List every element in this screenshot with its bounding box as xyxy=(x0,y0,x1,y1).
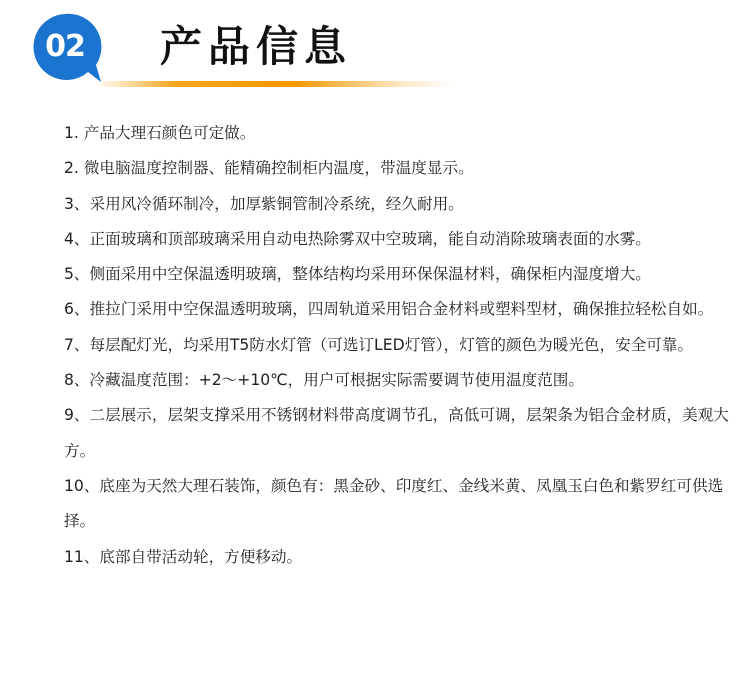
product-info-list xyxy=(64,116,748,575)
list-item: 9、二层展示，层架支撑采用不锈钢材料带高度调节孔，高低可调，层架条为铝合金材质，美观大方。 xyxy=(64,406,729,460)
page-title: 产品信息 xyxy=(160,22,353,71)
list-item: 7、每层配灯光，均采用T5防水灯管（可选订LED灯管），灯管的颜色为暖光色，安全可靠。 xyxy=(64,335,694,354)
section-number: 02 xyxy=(45,29,85,64)
list-item: 8、冷藏温度范围：+2～+10℃，用户可根据实际需要调节使用温度范围。 xyxy=(64,371,584,390)
list-item: 3、采用风冷循环制冷，加厚紫铜管制冷系统，经久耐用。 xyxy=(64,194,464,213)
list-item: 11、底部自带活动轮，方便移动。 xyxy=(64,547,303,566)
list-item: 2. 微电脑温度控制器、能精确控制柜内温度，带温度显示。 xyxy=(64,159,474,178)
list-item: 6、推拉门采用中空保温透明玻璃，四周轨道采用铝合金材料或塑料型材，确保推拉轻松自如。 xyxy=(64,300,714,319)
list-item: 10、底座为天然大理石装饰，颜色有：黑金砂、印度红、金线米黄、凤凰玉白色和紫罗红可供选择。 xyxy=(64,476,724,531)
section-header xyxy=(0,0,750,100)
list-item: 4、正面玻璃和顶部玻璃采用自动电热除雾双中空玻璃，能自动消除玻璃表面的水雾。 xyxy=(64,229,651,248)
list-item: 1. 产品大理石颜色可定做。 xyxy=(64,124,256,142)
speech-bubble-icon xyxy=(30,12,104,86)
title-underline xyxy=(96,81,456,87)
list-item: 5、侧面采用中空保温透明玻璃，整体结构均采用环保保温材料，确保柜内湿度增大。 xyxy=(64,265,651,284)
